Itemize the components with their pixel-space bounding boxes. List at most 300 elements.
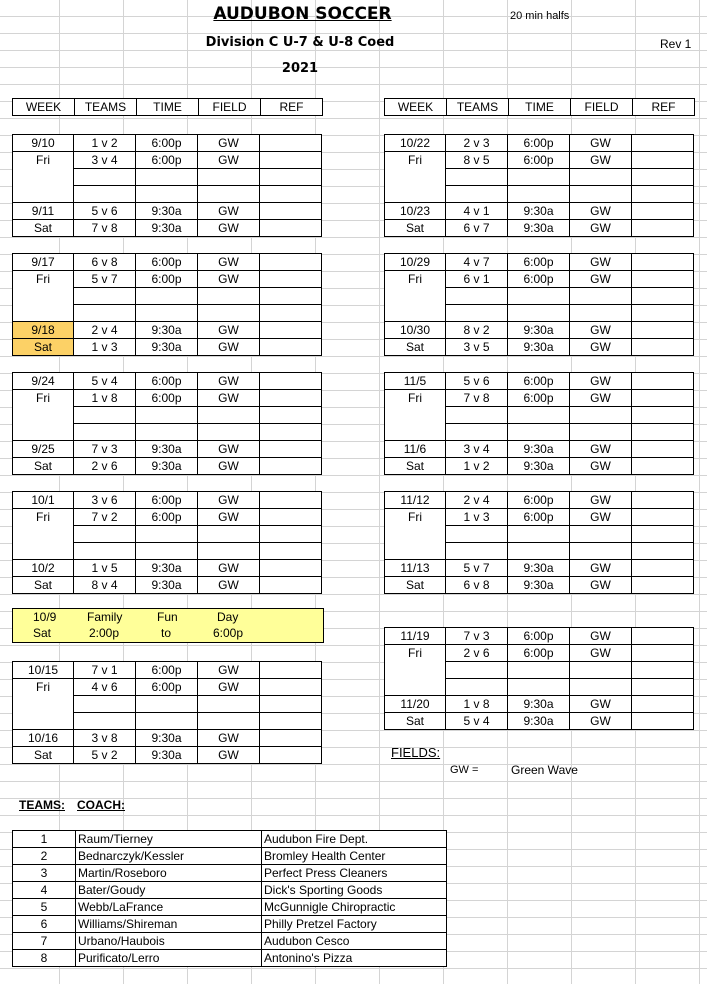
- ref-cell: [260, 492, 322, 509]
- field-cell: [570, 169, 632, 186]
- field-cell: GW: [198, 458, 260, 475]
- schedule-row: [385, 254, 694, 271]
- ref-cell: [260, 509, 322, 526]
- ref-cell: [632, 424, 694, 441]
- schedule-row: [385, 169, 694, 186]
- time-cell: 9:30a: [136, 322, 198, 339]
- week-cell: Fri: [13, 679, 74, 696]
- coach-name: Webb/LaFrance: [76, 899, 262, 916]
- time-cell: 9:30a: [136, 441, 198, 458]
- teams-cell: 2 v 4: [446, 492, 508, 509]
- field-name: Green Wave: [511, 763, 578, 777]
- field-cell: GW: [570, 645, 632, 662]
- ref-cell: [632, 458, 694, 475]
- teams-cell: [74, 526, 136, 543]
- ref-cell: [632, 577, 694, 594]
- teams-table: [12, 830, 447, 967]
- week-block: [12, 491, 322, 594]
- sponsor-name: Antonino's Pizza: [262, 950, 447, 967]
- field-cell: GW: [198, 339, 260, 356]
- fields-label: FIELDS:: [391, 745, 441, 760]
- field-cell: [198, 543, 260, 560]
- time-cell: 6:00p: [508, 509, 570, 526]
- family-time-to: to: [161, 626, 172, 640]
- week-cell: Sat: [385, 577, 446, 594]
- week-cell: 9/25: [13, 441, 74, 458]
- week-cell: [13, 288, 74, 305]
- teams-cell: 7 v 3: [74, 441, 136, 458]
- season-year: 2021: [281, 61, 319, 76]
- ref-cell: [260, 407, 322, 424]
- teams-cell: 1 v 8: [446, 696, 508, 713]
- week-cell: 11/12: [385, 492, 446, 509]
- family-time-start: 2:00p: [89, 626, 120, 640]
- ref-cell: [632, 186, 694, 203]
- ref-cell: [260, 458, 322, 475]
- sponsor-name: Audubon Cesco: [262, 933, 447, 950]
- ref-cell: [260, 220, 322, 237]
- schedule-row: [385, 339, 694, 356]
- teams-cell: 5 v 4: [446, 713, 508, 730]
- ref-cell: [632, 713, 694, 730]
- time-cell: [136, 407, 198, 424]
- time-cell: 6:00p: [136, 135, 198, 152]
- sponsor-name: Audubon Fire Dept.: [262, 831, 447, 848]
- week-cell: Sat: [13, 577, 74, 594]
- coach-name: Raum/Tierney: [76, 831, 262, 848]
- time-cell: 9:30a: [136, 203, 198, 220]
- schedule-row: [13, 526, 322, 543]
- schedule-row: [13, 254, 322, 271]
- schedule-row: [385, 492, 694, 509]
- ref-cell: [632, 169, 694, 186]
- team-row: [13, 831, 447, 848]
- week-block: [384, 134, 694, 237]
- schedule-row: [385, 390, 694, 407]
- teams-cell: [446, 407, 508, 424]
- teams-cell: [74, 169, 136, 186]
- left-column-header: [12, 98, 323, 116]
- week-cell: [385, 288, 446, 305]
- schedule-row: [13, 560, 322, 577]
- week-cell: 10/23: [385, 203, 446, 220]
- time-cell: 9:30a: [136, 560, 198, 577]
- teams-cell: 3 v 6: [74, 492, 136, 509]
- time-cell: 9:30a: [136, 220, 198, 237]
- schedule-row: [385, 696, 694, 713]
- schedule-row: [13, 713, 322, 730]
- week-cell: 9/11: [13, 203, 74, 220]
- teams-cell: [74, 305, 136, 322]
- time-cell: [508, 305, 570, 322]
- field-cell: GW: [570, 271, 632, 288]
- family-fun-day-banner: [12, 608, 324, 643]
- week-cell: Fri: [385, 509, 446, 526]
- schedule-row: [13, 220, 322, 237]
- ref-cell: [260, 679, 322, 696]
- time-cell: [136, 696, 198, 713]
- ref-cell: [632, 560, 694, 577]
- teams-cell: 1 v 3: [446, 509, 508, 526]
- schedule-row: [13, 407, 322, 424]
- schedule-row: [13, 458, 322, 475]
- teams-cell: 6 v 8: [74, 254, 136, 271]
- ref-cell: [260, 322, 322, 339]
- header-field: FIELD: [199, 99, 261, 116]
- schedule-row: [13, 390, 322, 407]
- coach-name: Bednarczyk/Kessler: [76, 848, 262, 865]
- week-cell: Sat: [13, 339, 74, 356]
- time-cell: 6:00p: [508, 135, 570, 152]
- time-cell: 9:30a: [136, 458, 198, 475]
- ref-cell: [260, 271, 322, 288]
- header-ref: REF: [633, 99, 695, 116]
- header-field: FIELD: [571, 99, 633, 116]
- ref-cell: [260, 390, 322, 407]
- teams-cell: [446, 679, 508, 696]
- teams-cell: 2 v 6: [74, 458, 136, 475]
- time-cell: [136, 169, 198, 186]
- week-cell: Fri: [13, 152, 74, 169]
- week-cell: [385, 526, 446, 543]
- schedule-row: [385, 203, 694, 220]
- field-cell: [570, 186, 632, 203]
- time-cell: 9:30a: [136, 577, 198, 594]
- schedule-row: [13, 203, 322, 220]
- time-cell: 6:00p: [136, 152, 198, 169]
- header-teams: TEAMS: [447, 99, 509, 116]
- schedule-row: [385, 441, 694, 458]
- field-cell: GW: [198, 152, 260, 169]
- schedule-row: [385, 407, 694, 424]
- time-cell: [136, 186, 198, 203]
- ref-cell: [260, 254, 322, 271]
- schedule-row: [13, 543, 322, 560]
- ref-cell: [260, 526, 322, 543]
- family-word-3: Day: [217, 610, 239, 624]
- week-cell: 10/16: [13, 730, 74, 747]
- week-cell: 10/30: [385, 322, 446, 339]
- schedule-row: [13, 424, 322, 441]
- schedule-row: [13, 679, 322, 696]
- teams-cell: 4 v 7: [446, 254, 508, 271]
- schedule-row: [385, 186, 694, 203]
- schedule-row: [13, 730, 322, 747]
- teams-cell: [74, 696, 136, 713]
- time-cell: 9:30a: [508, 203, 570, 220]
- schedule-row: [385, 424, 694, 441]
- week-cell: 11/6: [385, 441, 446, 458]
- time-cell: [136, 288, 198, 305]
- schedule-row: [13, 186, 322, 203]
- ref-cell: [632, 441, 694, 458]
- teams-cell: 7 v 3: [446, 628, 508, 645]
- time-cell: [136, 424, 198, 441]
- week-cell: Fri: [385, 152, 446, 169]
- ref-cell: [632, 305, 694, 322]
- week-cell: 11/20: [385, 696, 446, 713]
- field-cell: [570, 679, 632, 696]
- ref-cell: [260, 373, 322, 390]
- week-cell: 11/19: [385, 628, 446, 645]
- header-time: TIME: [137, 99, 199, 116]
- teams-cell: 6 v 7: [446, 220, 508, 237]
- week-block: [384, 627, 694, 730]
- right-column-header: [384, 98, 695, 116]
- week-cell: [13, 424, 74, 441]
- week-cell: 9/10: [13, 135, 74, 152]
- week-cell: 11/13: [385, 560, 446, 577]
- field-cell: [198, 407, 260, 424]
- ref-cell: [260, 424, 322, 441]
- week-cell: [385, 186, 446, 203]
- ref-cell: [632, 662, 694, 679]
- teams-cell: 1 v 5: [74, 560, 136, 577]
- schedule-row: [13, 492, 322, 509]
- ref-cell: [632, 288, 694, 305]
- coach-name: Bater/Goudy: [76, 882, 262, 899]
- team-number: 3: [13, 865, 76, 882]
- header-teams: TEAMS: [75, 99, 137, 116]
- schedule-row: [13, 271, 322, 288]
- ref-cell: [632, 373, 694, 390]
- teams-cell: 8 v 2: [446, 322, 508, 339]
- field-cell: GW: [570, 135, 632, 152]
- team-row: [13, 916, 447, 933]
- field-cell: GW: [570, 390, 632, 407]
- teams-cell: 7 v 8: [446, 390, 508, 407]
- teams-cell: 5 v 6: [74, 203, 136, 220]
- team-number: 5: [13, 899, 76, 916]
- time-cell: 6:00p: [136, 679, 198, 696]
- teams-cell: [446, 288, 508, 305]
- week-cell: Fri: [385, 390, 446, 407]
- week-cell: [385, 407, 446, 424]
- week-cell: 11/5: [385, 373, 446, 390]
- schedule-row: [13, 747, 322, 764]
- field-cell: [570, 543, 632, 560]
- ref-cell: [632, 220, 694, 237]
- ref-cell: [260, 135, 322, 152]
- field-cell: GW: [570, 254, 632, 271]
- field-cell: GW: [570, 560, 632, 577]
- time-cell: [136, 526, 198, 543]
- schedule-row: [385, 543, 694, 560]
- family-date: 10/9: [33, 610, 57, 624]
- teams-cell: 7 v 1: [74, 662, 136, 679]
- field-cell: [570, 526, 632, 543]
- field-cell: GW: [198, 509, 260, 526]
- ref-cell: [632, 135, 694, 152]
- time-cell: 9:30a: [508, 441, 570, 458]
- field-cell: GW: [198, 254, 260, 271]
- week-block: [12, 253, 322, 356]
- family-word-1: Family: [87, 610, 123, 624]
- week-block: [384, 253, 694, 356]
- week-block: [12, 661, 322, 764]
- time-cell: [136, 305, 198, 322]
- field-cell: [570, 305, 632, 322]
- time-cell: [508, 662, 570, 679]
- teams-label: TEAMS:: [19, 798, 65, 812]
- week-cell: Fri: [385, 645, 446, 662]
- schedule-row: [385, 305, 694, 322]
- time-cell: 9:30a: [508, 713, 570, 730]
- week-cell: [13, 526, 74, 543]
- sponsor-name: McGunnigle Chiropractic: [262, 899, 447, 916]
- field-cell: GW: [198, 322, 260, 339]
- page-title: AUDUBON SOCCER: [213, 4, 392, 24]
- schedule-row: [13, 322, 322, 339]
- week-cell: [385, 169, 446, 186]
- time-cell: [508, 543, 570, 560]
- week-cell: 10/15: [13, 662, 74, 679]
- teams-cell: [446, 526, 508, 543]
- time-cell: [136, 543, 198, 560]
- field-cell: GW: [198, 747, 260, 764]
- team-row: [13, 848, 447, 865]
- time-cell: 9:30a: [508, 696, 570, 713]
- time-cell: [508, 407, 570, 424]
- teams-cell: 8 v 4: [74, 577, 136, 594]
- teams-cell: 3 v 4: [446, 441, 508, 458]
- ref-cell: [260, 662, 322, 679]
- time-cell: 6:00p: [508, 628, 570, 645]
- schedule-row: [13, 441, 322, 458]
- ref-cell: [632, 390, 694, 407]
- ref-cell: [632, 254, 694, 271]
- field-cell: GW: [198, 577, 260, 594]
- team-row: [13, 865, 447, 882]
- teams-cell: [446, 424, 508, 441]
- time-cell: [508, 679, 570, 696]
- field-cell: GW: [570, 696, 632, 713]
- time-cell: 9:30a: [136, 339, 198, 356]
- teams-cell: 5 v 4: [74, 373, 136, 390]
- time-cell: 9:30a: [508, 577, 570, 594]
- family-time-end: 6:00p: [213, 626, 244, 640]
- week-cell: [385, 543, 446, 560]
- ref-cell: [632, 492, 694, 509]
- week-cell: 9/24: [13, 373, 74, 390]
- ref-cell: [632, 152, 694, 169]
- ref-cell: [632, 322, 694, 339]
- field-cell: GW: [198, 203, 260, 220]
- time-cell: 6:00p: [136, 373, 198, 390]
- ref-cell: [260, 186, 322, 203]
- week-cell: Fri: [13, 271, 74, 288]
- time-cell: 6:00p: [508, 373, 570, 390]
- field-cell: GW: [198, 560, 260, 577]
- ref-cell: [632, 203, 694, 220]
- coach-label: COACH:: [77, 798, 125, 812]
- teams-cell: 3 v 8: [74, 730, 136, 747]
- week-cell: Sat: [385, 220, 446, 237]
- week-cell: 9/17: [13, 254, 74, 271]
- teams-cell: 4 v 1: [446, 203, 508, 220]
- ref-cell: [260, 339, 322, 356]
- teams-cell: [74, 288, 136, 305]
- schedule-row: [385, 271, 694, 288]
- schedule-row: [385, 458, 694, 475]
- week-cell: [13, 543, 74, 560]
- ref-cell: [260, 288, 322, 305]
- field-cell: GW: [198, 679, 260, 696]
- time-cell: 6:00p: [508, 492, 570, 509]
- schedule-row: [385, 679, 694, 696]
- field-cell: GW: [198, 373, 260, 390]
- schedule-row: [13, 305, 322, 322]
- time-cell: [508, 186, 570, 203]
- sponsor-name: Bromley Health Center: [262, 848, 447, 865]
- ref-cell: [632, 526, 694, 543]
- field-cell: [198, 526, 260, 543]
- week-cell: Fri: [13, 390, 74, 407]
- field-cell: GW: [198, 662, 260, 679]
- week-block: [12, 372, 322, 475]
- schedule-row: [385, 373, 694, 390]
- field-cell: GW: [198, 390, 260, 407]
- ref-cell: [632, 628, 694, 645]
- teams-cell: 3 v 5: [446, 339, 508, 356]
- teams-cell: [74, 186, 136, 203]
- schedule-row: [385, 645, 694, 662]
- header-time: TIME: [509, 99, 571, 116]
- teams-cell: 5 v 7: [74, 271, 136, 288]
- week-cell: [13, 696, 74, 713]
- field-cell: GW: [570, 152, 632, 169]
- schedule-row: [385, 509, 694, 526]
- teams-cell: 7 v 8: [74, 220, 136, 237]
- team-row: [13, 899, 447, 916]
- field-cell: [570, 424, 632, 441]
- schedule-row: [13, 169, 322, 186]
- time-cell: 6:00p: [508, 152, 570, 169]
- schedule-row: [385, 322, 694, 339]
- week-cell: 10/1: [13, 492, 74, 509]
- sponsor-name: Perfect Press Cleaners: [262, 865, 447, 882]
- ref-cell: [260, 730, 322, 747]
- time-cell: 6:00p: [136, 271, 198, 288]
- teams-cell: 1 v 3: [74, 339, 136, 356]
- field-cell: [198, 169, 260, 186]
- field-cell: [198, 288, 260, 305]
- teams-cell: 2 v 4: [74, 322, 136, 339]
- schedule-row: [13, 288, 322, 305]
- schedule-row: [13, 509, 322, 526]
- time-cell: [508, 169, 570, 186]
- ref-cell: [632, 271, 694, 288]
- teams-cell: 7 v 2: [74, 509, 136, 526]
- family-word-2: Fun: [157, 610, 178, 624]
- time-cell: 9:30a: [508, 322, 570, 339]
- ref-cell: [260, 713, 322, 730]
- field-cell: GW: [570, 203, 632, 220]
- ref-cell: [632, 679, 694, 696]
- teams-cell: 1 v 2: [446, 458, 508, 475]
- week-cell: Sat: [385, 458, 446, 475]
- week-cell: [13, 407, 74, 424]
- field-cell: [570, 288, 632, 305]
- schedule-row: [13, 577, 322, 594]
- time-cell: 6:00p: [508, 645, 570, 662]
- sponsor-name: Dick's Sporting Goods: [262, 882, 447, 899]
- schedule-row: [385, 135, 694, 152]
- field-cell: GW: [570, 509, 632, 526]
- teams-cell: [446, 305, 508, 322]
- week-cell: [385, 662, 446, 679]
- schedule-row: [385, 526, 694, 543]
